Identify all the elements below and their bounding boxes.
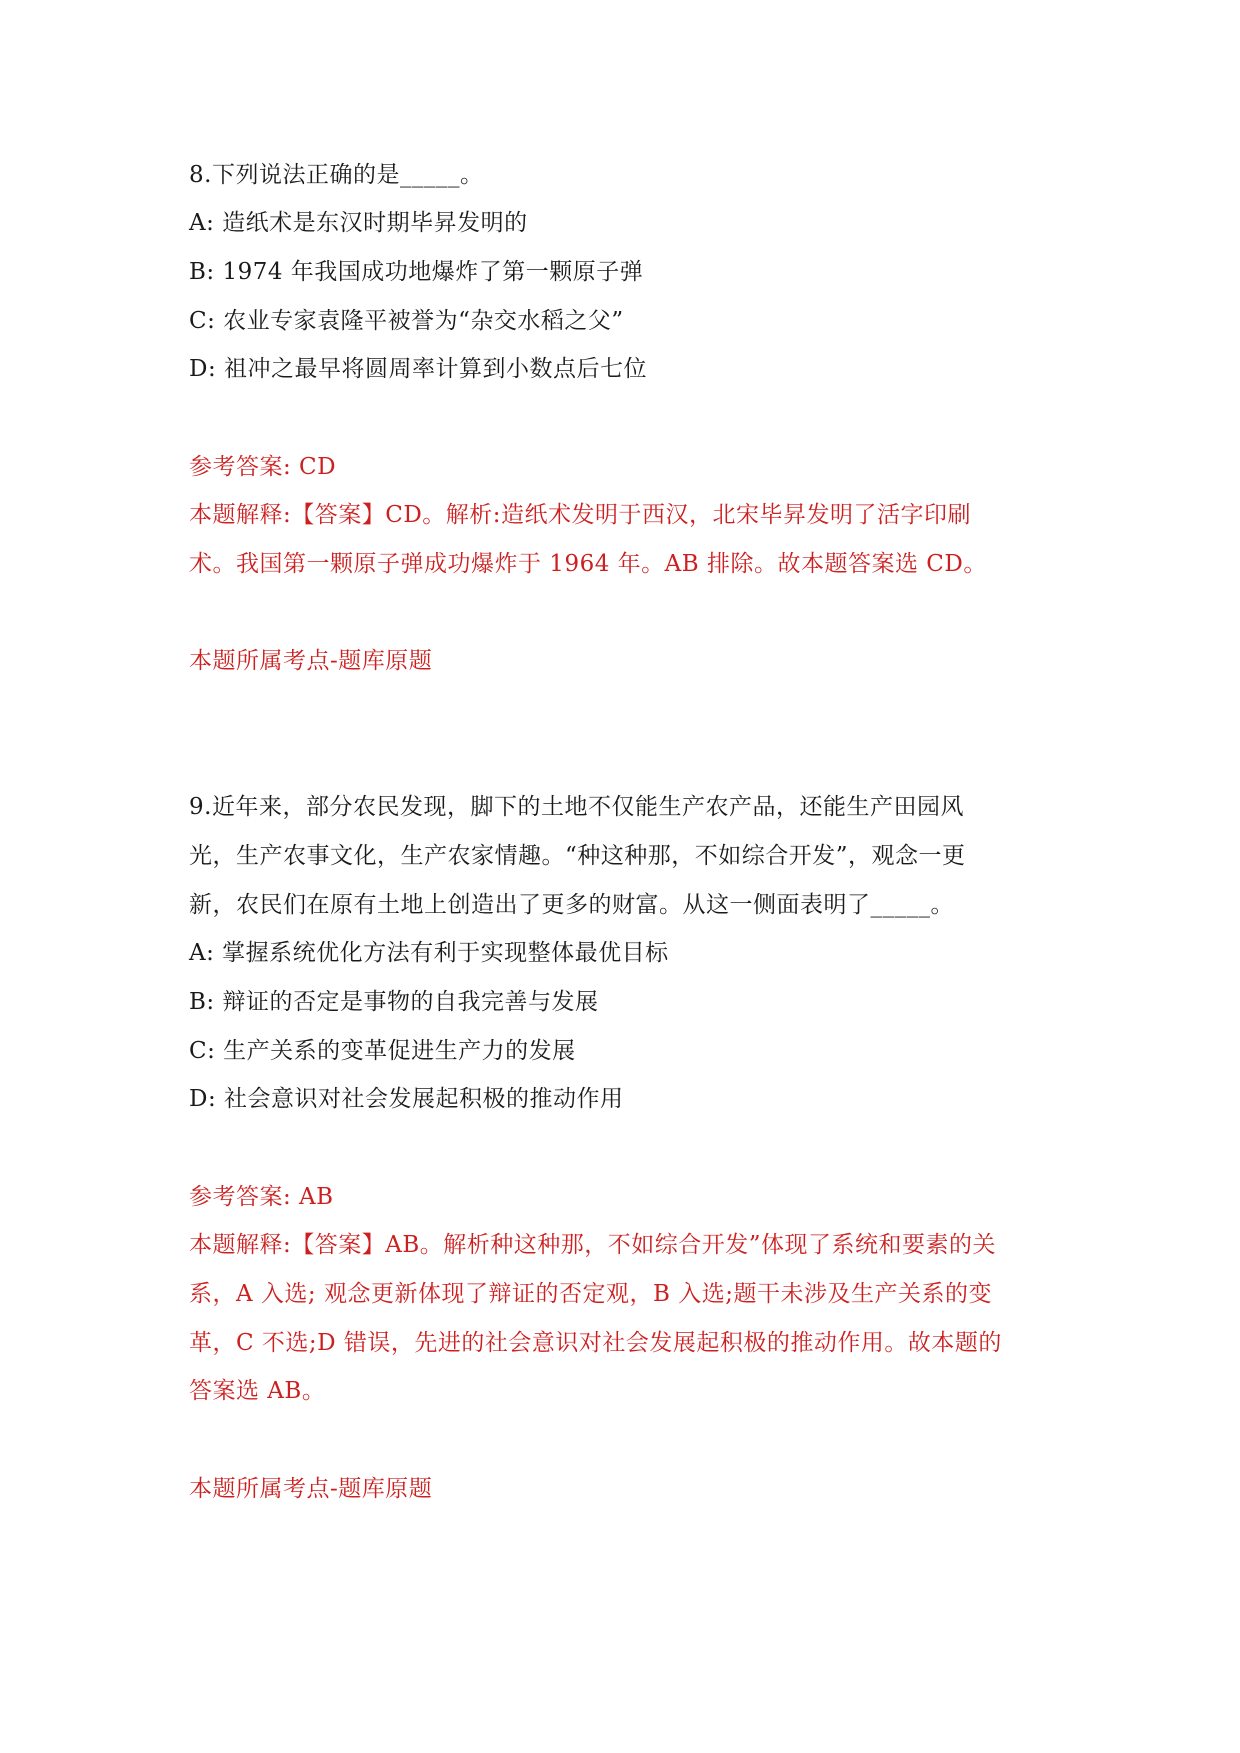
question-9-option-d: D: 社会意识对社会发展起积极的推动作用 bbox=[189, 1086, 624, 1112]
question-8-topic: 本题所属考点-题库原题 bbox=[189, 648, 433, 674]
question-8-explanation-line-1: 本题解释:【答案】CD。解析:造纸术发明于西汉，北宋毕昇发明了活字印刷 bbox=[189, 502, 972, 528]
question-9-answer: 参考答案: AB bbox=[189, 1184, 334, 1210]
question-9-option-a: A: 掌握系统优化方法有利于实现整体最优目标 bbox=[189, 940, 669, 966]
question-9-explanation-line-1: 本题解释:【答案】AB。解析种这种那，不如综合开发”体现了系统和要素的关 bbox=[189, 1232, 997, 1258]
question-9-option-b: B: 辩证的否定是事物的自我完善与发展 bbox=[189, 989, 599, 1015]
question-8-stem: 8.下列说法正确的是_____。 bbox=[189, 162, 484, 188]
question-8-option-c: C: 农业专家袁隆平被誉为“杂交水稻之父” bbox=[189, 308, 624, 334]
question-9-option-c: C: 生产关系的变革促进生产力的发展 bbox=[189, 1038, 576, 1064]
question-8-option-d: D: 祖冲之最早将圆周率计算到小数点后七位 bbox=[189, 356, 648, 382]
question-8-option-b: B: 1974 年我国成功地爆炸了第一颗原子弹 bbox=[189, 259, 644, 285]
question-9-stem-line-1: 9.近年来，部分农民发现，脚下的土地不仅能生产农产品，还能生产田园风 bbox=[189, 794, 964, 820]
question-9-topic: 本题所属考点-题库原题 bbox=[189, 1476, 433, 1502]
question-9-stem-line-2: 光，生产农事文化，生产农家情趣。“种这种那，不如综合开发”，观念一更 bbox=[189, 843, 966, 869]
question-9-explanation-line-3: 革，C 不选;D 错误，先进的社会意识对社会发展起积极的推动作用。故本题的 bbox=[189, 1330, 1002, 1356]
question-8-option-a: A: 造纸术是东汉时期毕昇发明的 bbox=[189, 210, 528, 236]
question-9-explanation-line-4: 答案选 AB。 bbox=[189, 1378, 326, 1404]
question-8-explanation-line-2: 术。我国第一颗原子弹成功爆炸于 1964 年。AB 排除。故本题答案选 CD。 bbox=[189, 551, 987, 577]
question-9-stem-line-3: 新，农民们在原有土地上创造出了更多的财富。从这一侧面表明了_____。 bbox=[189, 892, 954, 918]
question-8-answer: 参考答案: CD bbox=[189, 454, 337, 480]
question-9-explanation-line-2: 系，A 入选; 观念更新体现了辩证的否定观，B 入选;题干未涉及生产关系的变 bbox=[189, 1281, 992, 1307]
